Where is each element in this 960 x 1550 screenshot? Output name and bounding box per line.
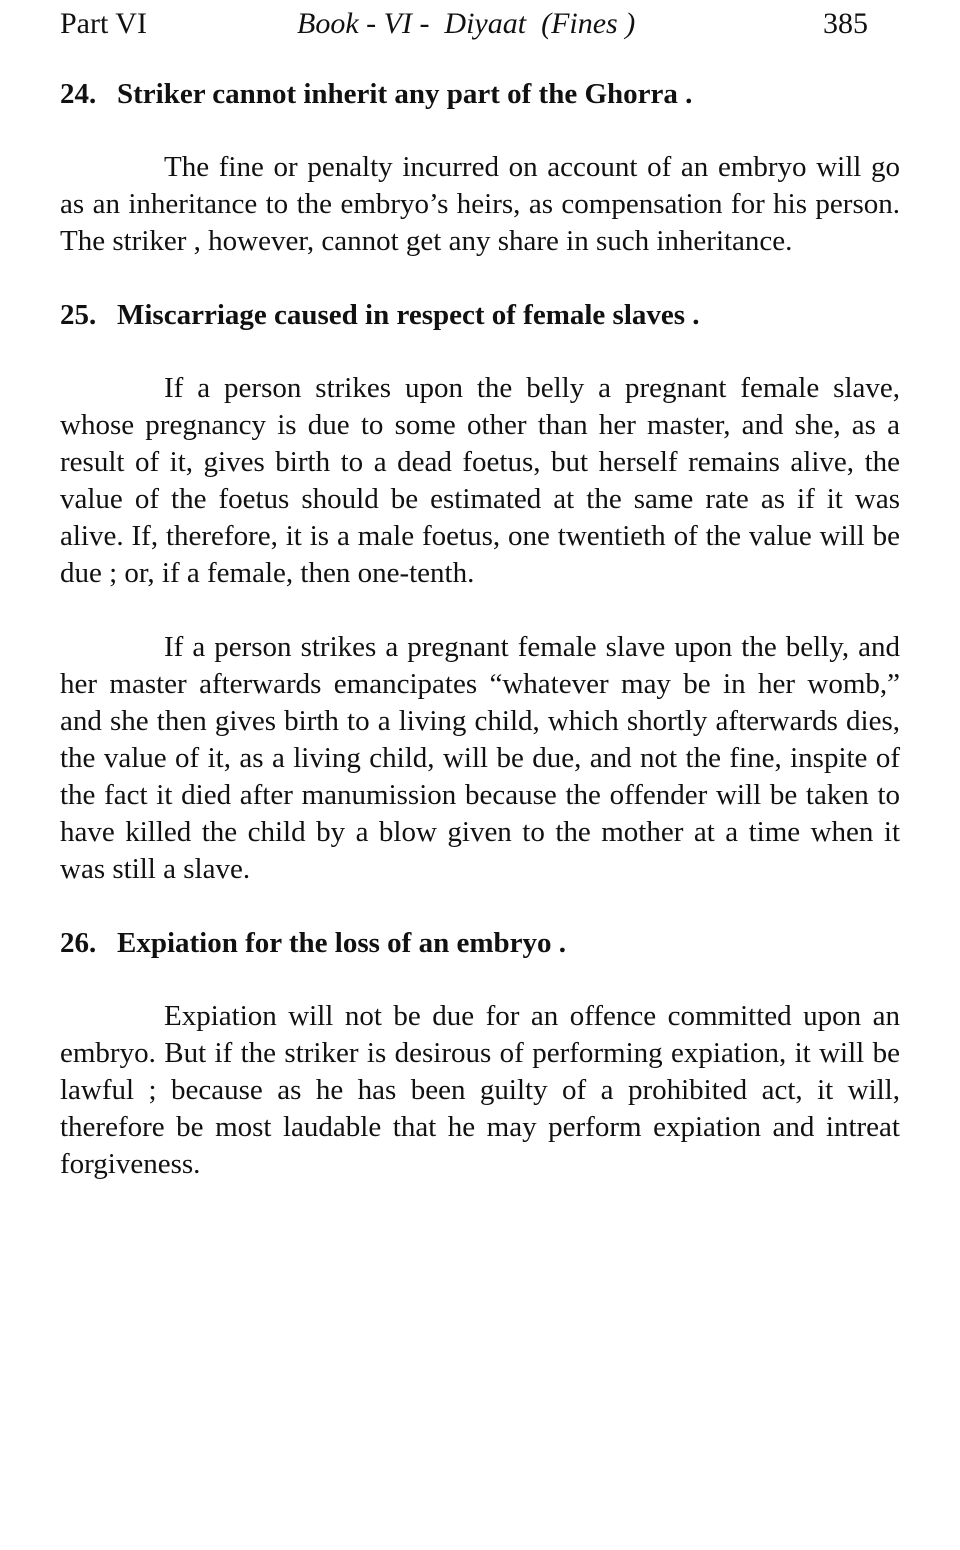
section-title: Miscarriage caused in respect of female slaves . [117,299,700,331]
running-header [60,4,868,44]
paragraph: Expiation will not be due for an offence committed upon an embryo. But if the striker is desirous of performing expiation, it will be lawful ; because as he has been guilty of a prohibited act, it will, therefore be most laudable that he may perform expiation and intreat forgiveness. [60,1000,900,1180]
page-number: 385 [823,7,868,40]
part-label: Part VI [60,7,147,40]
paragraph: The fine or penalty incurred on account of an embryo will go as an inheritance to the embryo’s heirs, as compensation for his person. The striker , however, cannot get any share in such inheritance. [60,151,900,257]
paragraph: If a person strikes a pregnant female slave upon the belly, and her master afterwards emancipates “whatever may be in her womb,” and she then gives birth to a living child, which shortly afterwards dies, the value of it, as a living child, will be due, and not the fine, inspite of the fact it died after manumission because the offender will be taken to have killed the child by a blow given to the mother at a time when it was still a slave. [60,631,900,885]
page-body [60,72,900,1183]
section-heading-25 [60,297,900,334]
section-title: Expiation for the loss of an embryo . [117,927,566,959]
section-number: 26. [60,927,97,959]
book-title: Book - VI - Diyaat (Fines ) [297,7,636,40]
section-heading-24 [60,76,900,113]
section-title: Striker cannot inherit any part of the Ghorra . [117,78,693,110]
section-number: 24. [60,78,97,110]
section-number: 25. [60,299,97,331]
paragraph: If a person strikes upon the belly a pregnant female slave, whose pregnancy is due to some other than her master, and she, as a result of it, gives birth to a dead foetus, but herself remains alive, the value of the foetus should be estimated at the same rate as if it was alive. If, therefore, it is a male foetus, one twentieth of the value will be due ; or, if a female, then one-tenth. [60,372,900,589]
section-heading-26 [60,925,900,962]
